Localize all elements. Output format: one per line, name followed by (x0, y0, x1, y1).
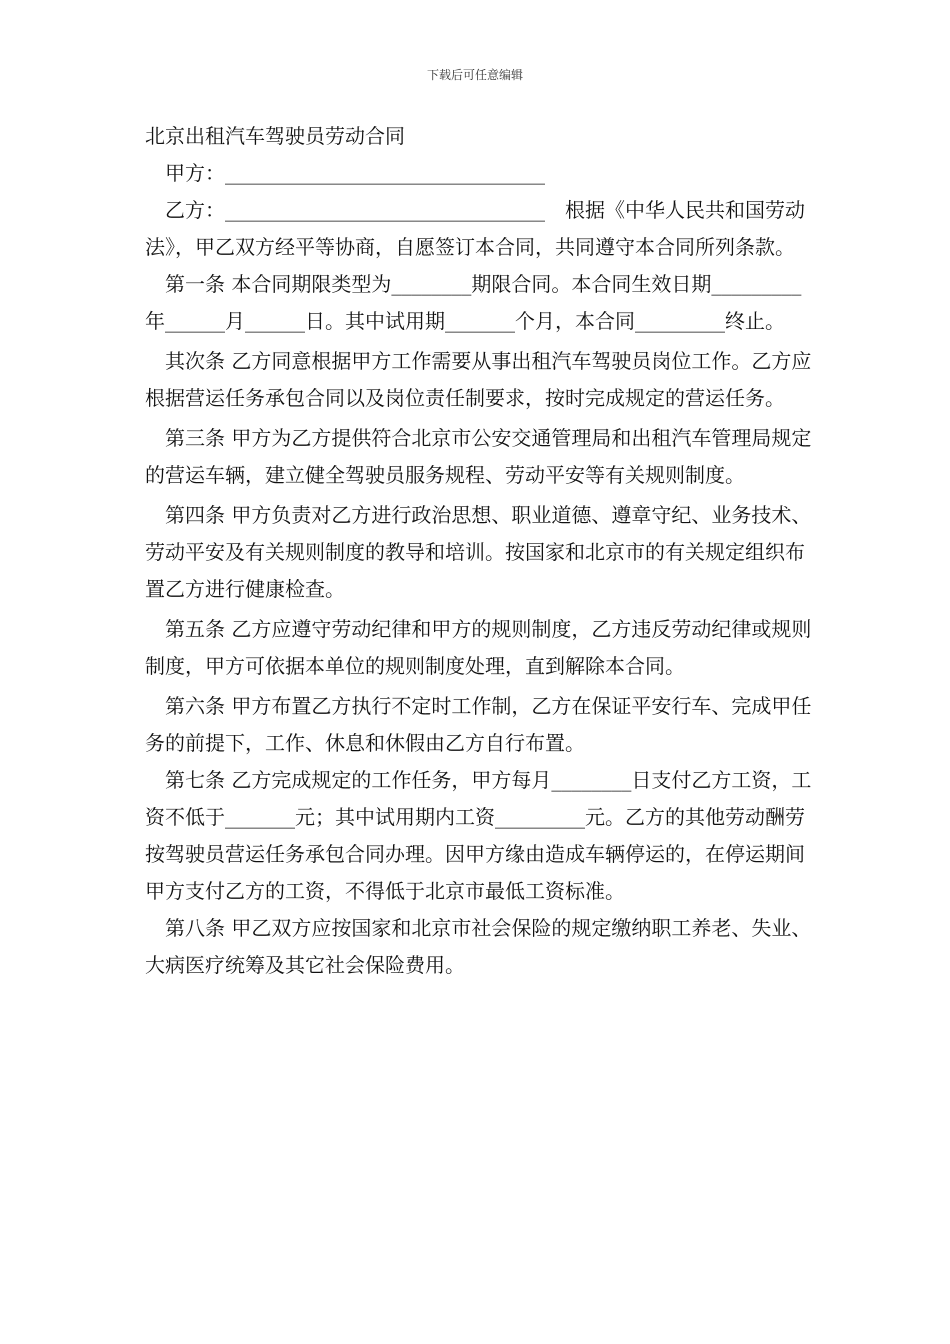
document-title: 北京出租汽车驾驶员劳动合同 (145, 124, 405, 148)
article-8: 第八条 甲乙双方应按国家和北京市社会保险的规定缴纳职工养老、失业、大病医疗统筹及其它社会保险费用。 (145, 916, 812, 977)
article-6: 第六条 甲方布置乙方执行不定时工作制，乙方在保证平安行车、完成甲任务的前提下，工作、休息和休假由乙方自行布置。 (145, 694, 812, 755)
article-2: 其次条 乙方同意根据甲方工作需要从事出租汽车驾驶员岗位工作。乙方应根据营运任务承包合同以及岗位责任制要求，按时完成规定的营运任务。 (145, 349, 812, 410)
article-4: 第四条 甲方负责对乙方进行政治思想、职业道德、遵章守纪、业务技术、劳动平安及有关规则制度的教导和培训。按国家和北京市的有关规定组织布置乙方进行健康检查。 (145, 503, 812, 601)
article-7: 第七条 乙方完成规定的工作任务，甲方每月________日支付乙方工资，工资不低于_______元；其中试用期内工资_________元。乙方的其他劳动酬劳按驾驶员营运任务承包合同办理。因甲方缘由造成车辆停运的，在停运期间甲方支付乙方的工资，不得低于北京市最低工资标准。 (145, 768, 812, 903)
page-header: 下载后可任意编辑 (426, 68, 523, 82)
party-a-line: 甲方：________________________________ (165, 161, 545, 185)
document-body (145, 118, 813, 984)
party-b-paragraph: 乙方：________________________________ 根据《中华人民共和国劳动法》，甲乙双方经平等协商，自愿签订本合同，共同遵守本合同所列条款。 (145, 198, 805, 259)
article-3: 第三条 甲方为乙方提供符合北京市公安交通管理局和出租汽车管理局规定的营运车辆，建立健全驾驶员服务规程、劳动平安等有关规则制度。 (145, 426, 812, 487)
article-1: 第一条 本合同期限类型为________期限合同。本合同生效日期_________年______月______日。其中试用期_______个月，本合同_________终止。 (145, 272, 802, 333)
article-5: 第五条 乙方应遵守劳动纪律和甲方的规则制度，乙方违反劳动纪律或规则制度，甲方可依据本单位的规则制度处理，直到解除本合同。 (145, 617, 812, 678)
